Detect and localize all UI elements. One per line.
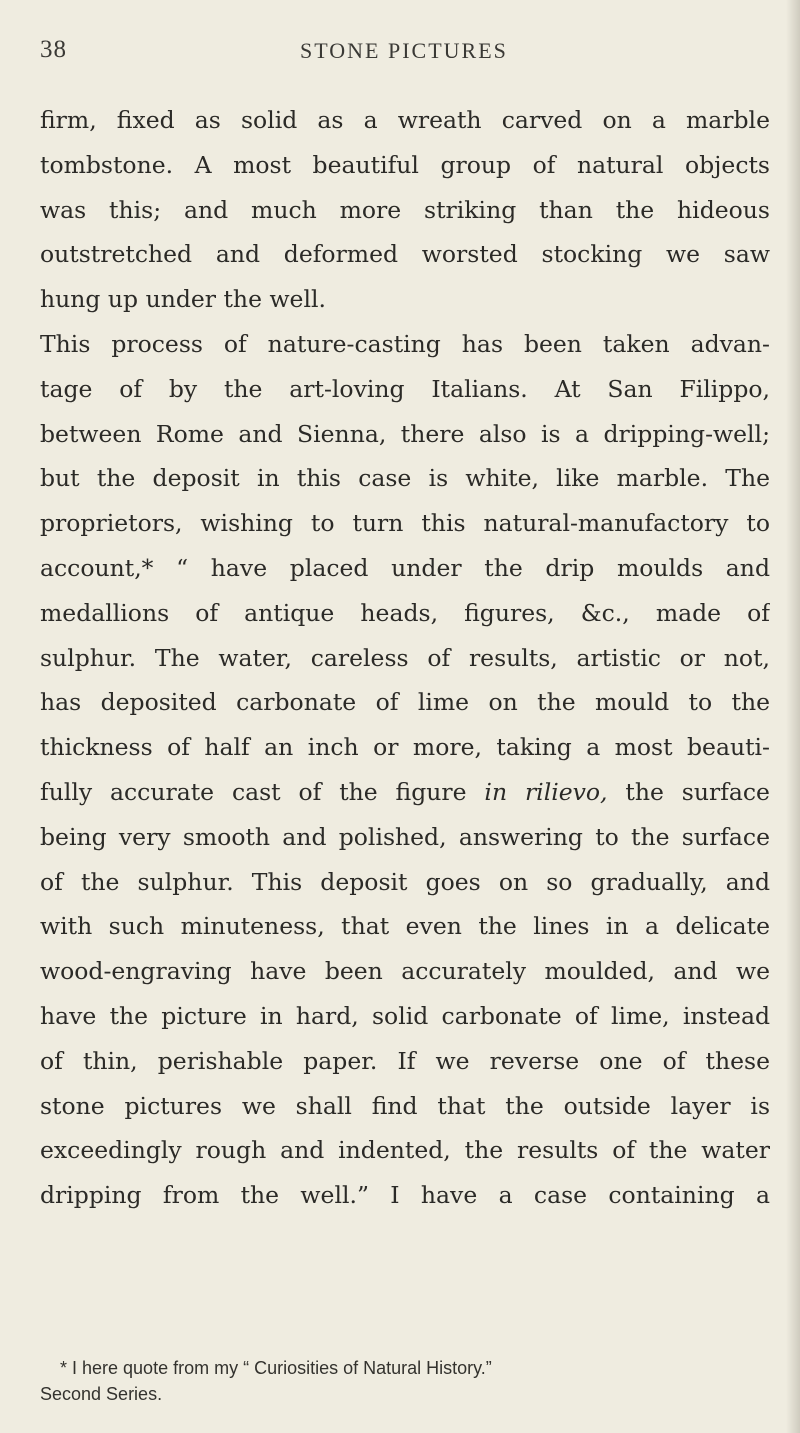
text-line: has deposited carbonate of lime on the mould to the bbox=[40, 688, 770, 717]
text-segment: fully accurate cast of the figure bbox=[40, 777, 467, 806]
text-line: wood-engraving have been accurately moulded, and we bbox=[40, 957, 770, 986]
text-line: dripping from the well.” I have a case containing a bbox=[40, 1181, 770, 1210]
footnote bbox=[40, 1355, 770, 1407]
text-line: account,* “ have placed under the drip moulds and bbox=[40, 553, 770, 582]
text-line: was this; and much more striking than the hideous bbox=[40, 195, 770, 224]
text-line: tombstone. A most beautiful group of natural objects bbox=[40, 150, 770, 179]
text-line: firm, fixed as solid as a wreath carved on a marble bbox=[40, 106, 770, 134]
text-line: stone pictures we shall find that the outside layer is bbox=[40, 1091, 770, 1120]
footnote-line: Second Series. bbox=[40, 1384, 163, 1404]
page-number: 38 bbox=[40, 36, 67, 63]
text-line: of the sulphur. This deposit goes on so gradually, and bbox=[40, 867, 770, 896]
page-edge-shadow bbox=[786, 0, 800, 1433]
text-line: This process of nature-casting has been taken advan- bbox=[40, 329, 770, 358]
running-head: STONE PICTURES bbox=[300, 38, 508, 63]
text-line: tage of by the art-loving Italians. At San Filippo, bbox=[40, 374, 770, 403]
text-line: with such minuteness, that even the lines in a delicate bbox=[40, 912, 770, 941]
footnote-line: * I here quote from my “ Curiosities of Natural History.” bbox=[60, 1358, 492, 1378]
text-line: of thin, perishable paper. If we reverse one of these bbox=[40, 1046, 770, 1075]
text-line-with-italic bbox=[40, 770, 770, 815]
text-line: hung up under the well. bbox=[40, 285, 326, 314]
text-line: sulphur. The water, careless of results, artistic or not, bbox=[40, 643, 770, 672]
text-line: between Rome and Sienna, there also is a dripping-well; bbox=[40, 419, 770, 448]
text-line: being very smooth and polished, answering to the surface bbox=[40, 822, 770, 851]
text-line: exceedingly rough and indented, the results of the water bbox=[40, 1136, 770, 1165]
page-header bbox=[0, 36, 800, 76]
text-line: but the deposit in this case is white, like marble. The bbox=[40, 464, 770, 493]
text-line: medallions of antique heads, figures, &c., made of bbox=[40, 598, 770, 627]
body-text bbox=[40, 98, 770, 1218]
text-line: thickness of half an inch or more, taking a most beauti- bbox=[40, 733, 770, 762]
italic-phrase: in rilievo, bbox=[484, 777, 608, 806]
text-line: proprietors, wishing to turn this natural-manufactory to bbox=[40, 509, 770, 538]
text-line: have the picture in hard, solid carbonate of lime, instead bbox=[40, 1001, 770, 1030]
text-segment: the surface bbox=[625, 777, 770, 806]
text-line: outstretched and deformed worsted stocking we saw bbox=[40, 240, 770, 269]
